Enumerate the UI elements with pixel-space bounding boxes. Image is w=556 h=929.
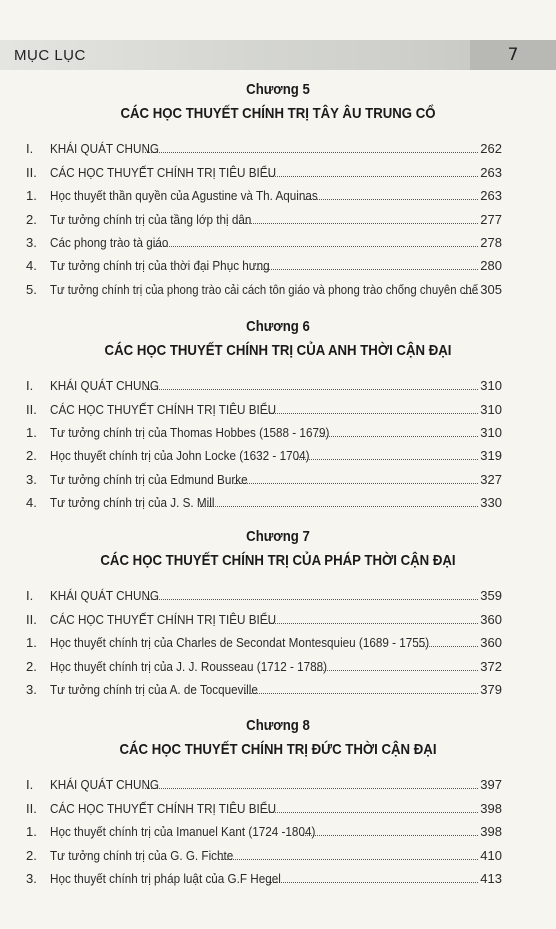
entry-number: I. (26, 588, 34, 604)
chapter-title: CÁC HỌC THUYẾT CHÍNH TRỊ CỦA PHÁP THỜI CẬN ĐẠI (100, 552, 456, 570)
entry-title: Học thuyết chính trị của Charles de Secondat Montesquieu (1689 - 1755) (50, 635, 430, 651)
entry-page-number: 277 (480, 211, 502, 227)
entry-text-wrap (50, 402, 502, 417)
entry-title: Tư tưởng chính trị của thời đại Phục hưng (50, 258, 270, 274)
toc-entries (0, 136, 556, 300)
entry-page-number: 397 (480, 777, 502, 793)
entry-title: KHÁI QUÁT CHUNG (50, 141, 159, 157)
entry-text-wrap (50, 448, 502, 463)
entry-page-number: 263 (480, 188, 502, 204)
entry-page-number: 280 (480, 258, 502, 274)
toc-entry (0, 206, 556, 229)
entry-title: KHÁI QUÁT CHUNG (50, 588, 159, 604)
entry-text-wrap (50, 188, 502, 203)
toc-entry (0, 159, 556, 182)
toc-entry (0, 795, 556, 818)
table-of-contents (0, 80, 556, 889)
chapter-label: Chương 7 (246, 528, 310, 546)
toc-entry (0, 842, 556, 865)
entry-page-number: 398 (480, 800, 502, 816)
toc-entry (0, 373, 556, 396)
entry-text-wrap (50, 378, 502, 393)
entry-page-number: 263 (480, 164, 502, 180)
toc-entry (0, 772, 556, 795)
chapter-section (0, 317, 556, 513)
dot-leader (234, 482, 500, 484)
entry-number: II. (26, 401, 37, 417)
entry-number: 3. (26, 870, 37, 886)
entry-page-number: 360 (480, 635, 502, 651)
entry-number: 2. (26, 448, 37, 464)
entry-page-number: 310 (480, 378, 502, 394)
toc-entry (0, 606, 556, 629)
chapter-title: CÁC HỌC THUYẾT CHÍNH TRỊ ĐỨC THỜI CẬN ĐẠI (119, 741, 437, 759)
running-title: MỤC LỤC (14, 47, 86, 64)
dot-leader (301, 834, 500, 836)
dot-leader (313, 669, 500, 671)
entry-text-wrap (50, 212, 502, 227)
entry-page-number: 330 (480, 495, 502, 511)
entry-page-number: 278 (480, 234, 502, 250)
entry-title: Tư tưởng chính trị của phong trào cải cách tôn giáo và phong trào chống chuyên chế (50, 281, 479, 297)
dot-leader (304, 198, 500, 200)
chapter-label: Chương 5 (246, 81, 310, 98)
entry-text-wrap (50, 141, 502, 156)
entry-number: 2. (26, 847, 37, 863)
entry-text-wrap (50, 472, 502, 487)
entry-page-number: 413 (480, 870, 502, 886)
toc-entry (0, 420, 556, 443)
entry-text-wrap (50, 282, 502, 297)
toc-entry (0, 396, 556, 419)
entry-text-wrap (50, 801, 502, 816)
entry-text-wrap (50, 635, 502, 650)
toc-entries (0, 373, 556, 513)
dot-leader (267, 881, 500, 883)
dot-leader (262, 412, 500, 414)
entry-title: Học thuyết chính trị của J. J. Rousseau (1712 - 1788) (50, 658, 328, 674)
chapter-section (0, 716, 556, 889)
entry-page-number: 310 (480, 401, 502, 417)
entry-title: Tư tưởng chính trị của J. S. Mill (50, 495, 215, 511)
entry-title: Tư tưởng chính trị của G. G. Fichte (50, 847, 234, 863)
toc-entry (0, 490, 556, 513)
toc-entry (0, 866, 556, 889)
entry-number: 1. (26, 635, 37, 651)
chapter-section (0, 80, 556, 300)
entry-number: 2. (26, 211, 37, 227)
entry-page-number: 372 (480, 658, 502, 674)
dot-leader (237, 222, 500, 224)
toc-entry (0, 183, 556, 206)
chapter-title: CÁC HỌC THUYẾT CHÍNH TRỊ TÂY ÂU TRUNG CỔ (120, 105, 436, 122)
entry-title: Tư tưởng chính trị của tầng lớp thị dân (50, 211, 252, 227)
entry-number: 3. (26, 682, 37, 698)
dot-leader (244, 692, 500, 694)
entry-title: Tư tưởng chính trị của Thomas Hobbes (1588 - 1679) (50, 424, 330, 440)
entry-title: CÁC HỌC THUYẾT CHÍNH TRỊ TIÊU BIỂU (50, 800, 277, 816)
toc-entries (0, 772, 556, 889)
chapter-label: Chương 6 (246, 317, 310, 335)
entry-text-wrap (50, 659, 502, 674)
entry-title: Các phong trào tà giáo (50, 234, 169, 250)
entry-text-wrap (50, 258, 502, 273)
entry-text-wrap (50, 682, 502, 697)
toc-entry (0, 443, 556, 466)
entry-number: I. (26, 777, 34, 793)
entry-text-wrap (50, 871, 502, 886)
entry-number: 4. (26, 258, 37, 274)
dot-leader (145, 598, 500, 600)
entry-title: CÁC HỌC THUYẾT CHÍNH TRỊ TIÊU BIỂU (50, 401, 277, 417)
entry-number: 1. (26, 424, 37, 440)
entry-page-number: 379 (480, 682, 502, 698)
entry-number: I. (26, 378, 34, 394)
dot-leader (315, 435, 500, 437)
entry-page-number: 359 (480, 588, 502, 604)
toc-entry (0, 677, 556, 700)
chapter-section (0, 527, 556, 700)
dot-leader (200, 505, 500, 507)
page-number: 7 (470, 40, 556, 70)
dot-leader (296, 458, 500, 460)
entry-number: I. (26, 141, 34, 157)
toc-entries (0, 583, 556, 700)
entry-page-number: 310 (480, 424, 502, 440)
dot-leader (145, 787, 500, 789)
dot-leader (262, 622, 500, 624)
entry-page-number: 262 (480, 141, 502, 157)
entry-number: 3. (26, 234, 37, 250)
entry-text-wrap (50, 425, 502, 440)
entry-number: 1. (26, 188, 37, 204)
dot-leader (145, 151, 500, 153)
entry-title: Học thuyết thần quyền của Agustine và Th. Aquinas (50, 188, 318, 204)
dot-leader (256, 268, 500, 270)
entry-text-wrap (50, 612, 502, 627)
entry-page-number: 398 (480, 824, 502, 840)
entry-page-number: 360 (480, 611, 502, 627)
dot-leader (262, 811, 500, 813)
entry-title: KHÁI QUÁT CHUNG (50, 378, 159, 394)
entry-title: CÁC HỌC THUYẾT CHÍNH TRỊ TIÊU BIỂU (50, 611, 277, 627)
entry-text-wrap (50, 165, 502, 180)
toc-entry (0, 583, 556, 606)
toc-entry (0, 136, 556, 159)
toc-entry (0, 466, 556, 489)
entry-text-wrap (50, 777, 502, 792)
entry-page-number: 319 (480, 448, 502, 464)
entry-number: 1. (26, 824, 37, 840)
dot-leader (219, 858, 500, 860)
toc-entry (0, 819, 556, 842)
entry-text-wrap (50, 588, 502, 603)
entry-number: 3. (26, 471, 37, 487)
entry-title: Học thuyết chính trị pháp luật của G.F Hegel (50, 870, 281, 886)
dot-leader (262, 175, 500, 177)
chapter-label: Chương 8 (246, 717, 310, 735)
entry-number: 4. (26, 495, 37, 511)
entry-title: Tư tưởng chính trị của Edmund Burke (50, 471, 248, 487)
page-header (0, 40, 556, 70)
entry-page-number: 327 (480, 471, 502, 487)
entry-title: Học thuyết chính trị của Imanuel Kant (1724 -1804) (50, 824, 316, 840)
entry-number: 5. (26, 281, 37, 297)
entry-number: II. (26, 611, 37, 627)
entry-number: 2. (26, 658, 37, 674)
entry-page-number: 410 (480, 847, 502, 863)
entry-number: II. (26, 164, 37, 180)
toc-entry (0, 276, 556, 299)
entry-number: II. (26, 800, 37, 816)
entry-title: Tư tưởng chính trị của A. de Tocqueville (50, 682, 258, 698)
toc-entry (0, 630, 556, 653)
entry-text-wrap (50, 495, 502, 510)
entry-text-wrap (50, 848, 502, 863)
toc-entry (0, 230, 556, 253)
entry-text-wrap (50, 235, 502, 250)
toc-entry (0, 253, 556, 276)
entry-title: KHÁI QUÁT CHUNG (50, 777, 159, 793)
entry-page-number: 305 (480, 281, 502, 297)
entry-title: CÁC HỌC THUYẾT CHÍNH TRỊ TIÊU BIỂU (50, 164, 277, 180)
chapter-title: CÁC HỌC THUYẾT CHÍNH TRỊ CỦA ANH THỜI CẬN ĐẠI (104, 341, 452, 359)
dot-leader (154, 245, 500, 247)
entry-text-wrap (50, 824, 502, 839)
toc-entry (0, 653, 556, 676)
dot-leader (145, 388, 500, 390)
entry-title: Học thuyết chính trị của John Locke (1632 - 1704) (50, 448, 310, 464)
